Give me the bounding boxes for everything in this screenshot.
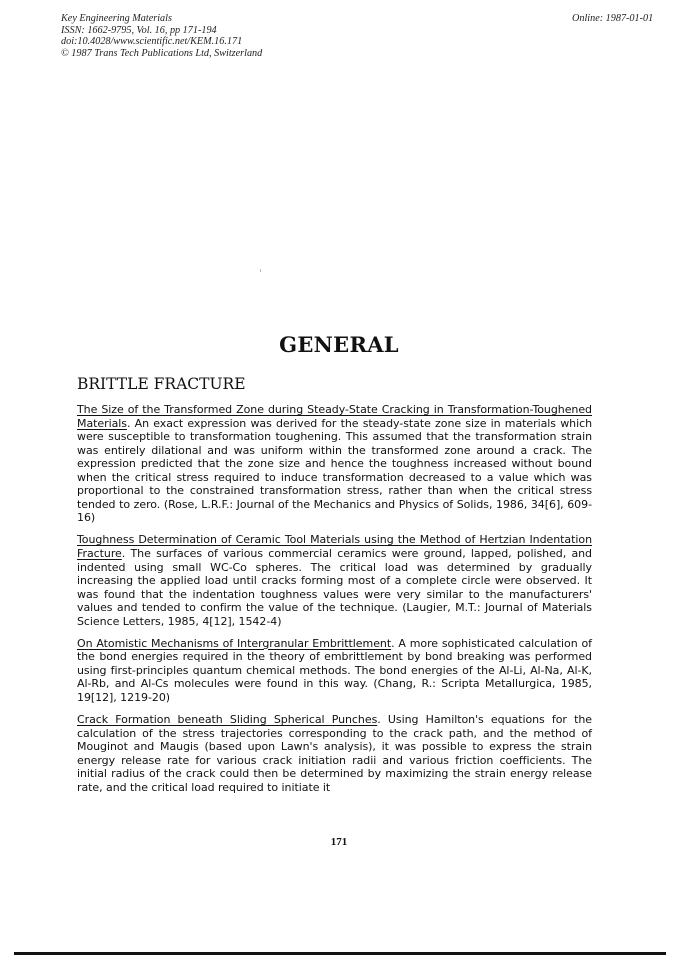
page-number: 171	[330, 836, 348, 848]
doi-line[interactable]: doi:10.4028/www.scientific.net/KEM.16.171	[61, 36, 243, 48]
abstract-item	[77, 713, 592, 794]
page-title: GENERAL	[279, 332, 399, 357]
abstract-title-link[interactable]: Crack Formation beneath Sliding Spherical Punches	[77, 712, 378, 726]
copyright-line: © 1987 Trans Tech Publications Ltd, Switzerland	[61, 47, 263, 59]
abstract-item	[77, 533, 592, 628]
abstract-item	[77, 403, 592, 525]
issn-line: ISSN: 1662-9795, Vol. 16, pp 171-194	[61, 24, 217, 36]
journal-header	[61, 13, 262, 59]
bottom-rule-divider	[14, 952, 666, 955]
abstract-body: . The surfaces of various commercial ceramics were ground, lapped, polished, and indented using small WC-Co spheres. The critical load was determined by gradually increasing the applied load until cracks forming most of a complete circle were observed. It was found that the indentation toughness values were very similar to the manufacturers' values and tended to confirm the value of the technique. (Laugier, M.T.: Journal of Materials Science Letters, 1985, 4[12], 1542-4)	[77, 546, 592, 628]
abstract-body: . Using Hamilton's equations for the calculation of the stress trajectories corresponding to the crack path, and the method of Mouginot and Maugis (based upon Lawn's analysis), it was possible to express the strain energy release rate for various crack initiation radii and various friction coefficients. The initial radius of the crack could then be determined by maximizing the strain energy release rate, and the critical load required to initiate it	[77, 712, 592, 794]
scan-artifact	[260, 269, 261, 272]
abstract-body: . A more sophisticated calculation of the bond energies required in the theory of embrittlement by bond breaking was performed using first-principles quantum chemical methods. The bond energies of the Al-Li, Al-Na, Al-K, Al-Rb, and Al-Cs molecules were found in this way. (Chang, R.: Scripta Metallurgica, 1985, 19[12], 1219-20)	[77, 636, 592, 704]
abstract-title-link[interactable]: On Atomistic Mechanisms of Intergranular Embrittlement	[77, 636, 392, 650]
abstract-title-link[interactable]: The Size of the Transformed Zone during Steady-State Cracking in Transformation-Toughened Materials	[77, 403, 592, 430]
journal-name: Key Engineering Materials	[61, 13, 172, 24]
abstract-title-link[interactable]: Toughness Determination of Ceramic Tool Materials using the Method of Hertzian Indentation Fracture	[77, 533, 592, 560]
abstract-item	[77, 637, 592, 705]
online-date: Online: 1987-01-01	[572, 13, 654, 24]
abstract-list	[77, 403, 592, 803]
abstract-body: . An exact expression was derived for the steady-state zone size in materials which were susceptible to transformation toughening. This assumed that the transformation strain was entirely dilational and was uniform within the transformed zone around a crack. The expression predicted that the zone size and hence the toughness increased without bound when the critical stress required to induce transformation decreased to a value which was proportional to the constrained transformation stress, rather than when the critical stress tended to zero. (Rose, L.R.F.: Journal of the Mechanics and Physics of Solids, 1986, 34[6], 609-16)	[77, 416, 592, 525]
section-heading: BRITTLE FRACTURE	[77, 375, 246, 393]
